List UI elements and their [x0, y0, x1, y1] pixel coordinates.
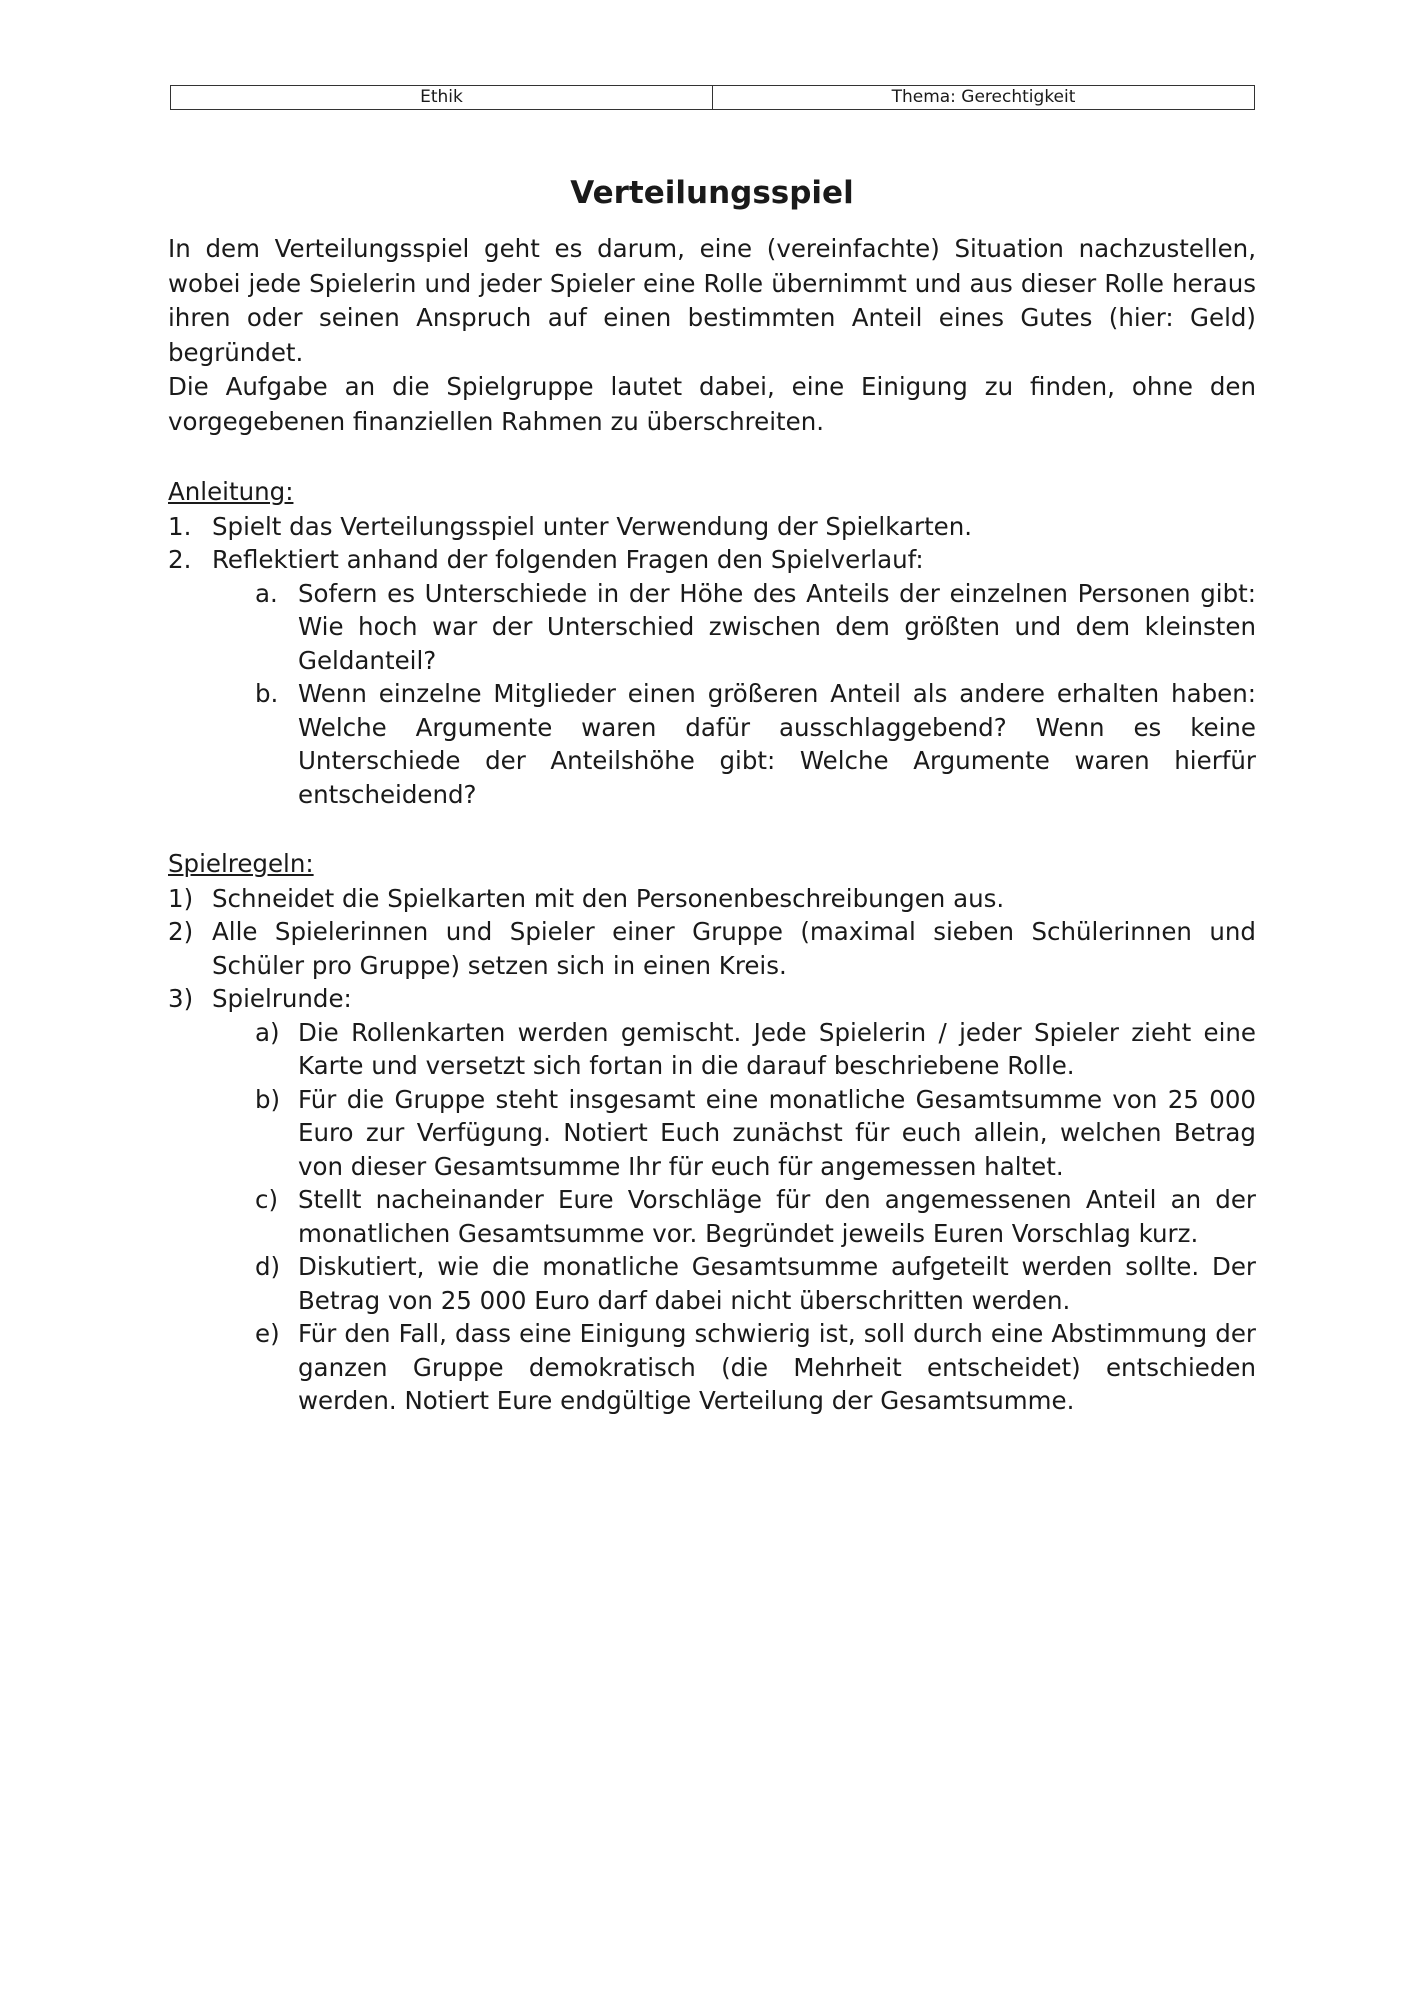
list-item-text: Für die Gruppe steht insgesamt eine monatliche Gesamtsumme von 25 000 Euro zur Verfügung. Notiert Euch zunächst für euch allein, welchen Betrag von dieser Gesamtsumme Ihr für euch für angemessen haltet. [298, 1084, 1256, 1181]
list-item-text: Die Rollenkarten werden gemischt. Jede Spielerin / jeder Spieler zieht eine Karte und versetzt sich fortan in die darauf beschriebene Rolle. [298, 1017, 1256, 1080]
anleitung-sublist [168, 577, 1256, 812]
header-topic: Thema: Gerechtigkeit [712, 86, 1254, 109]
list-marker: 1. [168, 511, 192, 541]
header-subject: Ethik [420, 87, 463, 107]
list-item-text: Spielt das Verteilungsspiel unter Verwendung der Spielkarten. [212, 511, 973, 541]
list-marker: c) [255, 1185, 279, 1214]
list-item [255, 1016, 1256, 1083]
list-item-text: Alle Spielerinnen und Spieler einer Gruppe (maximal sieben Schülerinnen und Schüler pro Gruppe) setzen sich in einen Kreis. [212, 917, 1256, 980]
anleitung-heading: Anleitung: [168, 477, 294, 506]
intro-paragraph-1: In dem Verteilungsspiel geht es darum, eine (vereinfachte) Situation nachzustellen, wobei jede Spielerin und jeder Spieler eine Rolle übernimmt und aus dieser Rolle heraus ihren oder seinen Anspruch auf einen bestimmten Anteil eines Gutes (hier: Geld) begründet. [168, 234, 1256, 367]
spielregeln-list [168, 882, 1256, 1016]
list-item-text: Sofern es Unterschiede in der Höhe des Anteils der einzelnen Personen gibt: Wie hoch war der Unterschied zwischen dem größten und dem kleinsten Geldanteil? [298, 578, 1256, 675]
list-item [255, 577, 1256, 678]
spielregeln-heading: Spielregeln: [168, 849, 314, 878]
list-item-text: Schneidet die Spielkarten mit den Personenbeschreibungen aus. [212, 883, 1005, 913]
list-item-text: Stellt nacheinander Eure Vorschläge für den angemessenen Anteil an der monatlichen Gesamtsumme vor. Begründet jeweils Euren Vorschlag kurz. [298, 1185, 1256, 1248]
list-marker: b) [255, 1084, 281, 1114]
list-item [168, 882, 1256, 916]
list-item [255, 1083, 1256, 1184]
list-item [255, 1250, 1256, 1317]
list-marker: a) [255, 1017, 280, 1047]
anleitung-list [168, 510, 1256, 577]
list-marker: 1) [168, 883, 194, 913]
page-title: Verteilungsspiel [570, 175, 854, 211]
list-marker: 2. [168, 545, 192, 574]
list-item [168, 543, 1256, 577]
list-item [168, 915, 1256, 982]
list-marker: e) [255, 1319, 280, 1348]
list-item-text: Für den Fall, dass eine Einigung schwierig ist, soll durch eine Abstimmung der ganzen Gruppe demokratisch (die Mehrheit entscheidet) entschieden werden. Notiert Eure endgültige Verteilung der Gesamtsumme. [298, 1319, 1256, 1415]
header-table [170, 85, 1255, 110]
intro-paragraph-2: Die Aufgabe an die Spielgruppe lautet dabei, eine Einigung zu finden, ohne den vorgegebenen finanziellen Rahmen zu überschreiten. [168, 372, 1256, 436]
list-item-text: Spielrunde: [212, 984, 352, 1013]
document-body [168, 168, 1256, 1418]
list-item [255, 677, 1256, 811]
list-marker: 3) [168, 984, 194, 1013]
list-item [168, 510, 1256, 544]
list-marker: a. [255, 578, 278, 608]
list-item [255, 1183, 1256, 1250]
list-item [255, 1317, 1256, 1418]
list-marker: b. [255, 679, 279, 708]
list-item-text: Reflektiert anhand der folgenden Fragen den Spielverlauf: [212, 545, 924, 574]
list-marker: d) [255, 1252, 281, 1281]
list-marker: 2) [168, 917, 194, 946]
spielregeln-sublist [168, 1016, 1256, 1418]
list-item [168, 982, 1256, 1016]
list-item-text: Wenn einzelne Mitglieder einen größeren Anteil als andere erhalten haben: Welche Argumente waren dafür ausschlaggebend? Wenn es keine Unterschiede der Anteilshöhe gibt: Welche Argumente waren hierfür entscheidend? [298, 679, 1256, 809]
list-item-text: Diskutiert, wie die monatliche Gesamtsumme aufgeteilt werden sollte. Der Betrag von 25 000 Euro darf dabei nicht überschritten werden. [298, 1252, 1256, 1315]
